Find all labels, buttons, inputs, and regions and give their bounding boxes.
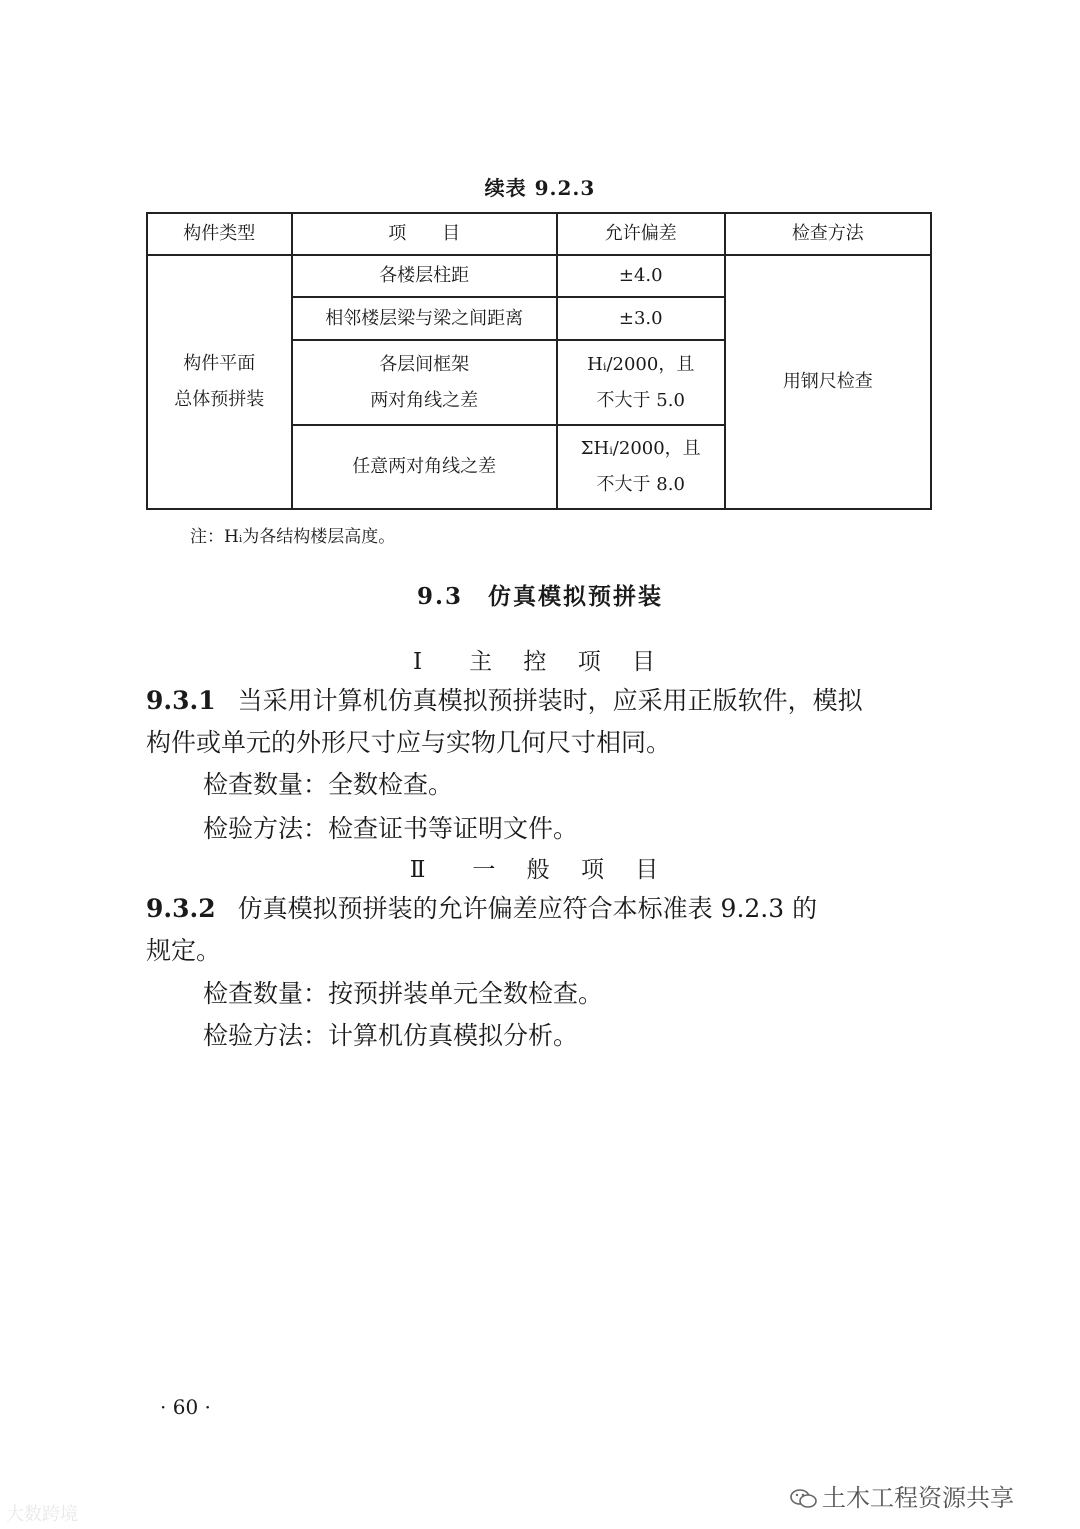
tolerance-cell: ±4.0 — [557, 255, 725, 297]
tolerance-cell — [557, 340, 725, 425]
table-row — [147, 255, 931, 297]
inspection-method: 检验方法：检查证书等证明文件。 — [203, 814, 579, 843]
tolerance-cell: ±3.0 — [557, 297, 725, 340]
method-cell: 用钢尺检查 — [725, 255, 931, 509]
inspection-quantity: 检查数量：全数检查。 — [203, 770, 454, 799]
clause-text: 规定。 — [146, 936, 222, 965]
clause-number: 9.3.2 — [146, 894, 216, 923]
item-line: 两对角线之差 — [370, 389, 479, 411]
clause-text: 构件或单元的外形尺寸应与实物几何尺寸相同。 — [146, 728, 672, 757]
item-cell: 各楼层柱距 — [292, 255, 557, 297]
clause-9-3-2 — [146, 888, 936, 972]
item-cell: 任意两对角线之差 — [292, 425, 557, 509]
clause-text: 仿真模拟预拼装的允许偏差应符合本标准表 9.2.3 的 — [237, 894, 818, 923]
component-type-line: 构件平面 — [183, 353, 256, 374]
page-number: · 60 · — [160, 1395, 211, 1419]
header-item: 项 目 — [292, 213, 557, 255]
item-cell — [292, 340, 557, 425]
clause-text: 当采用计算机仿真模拟预拼装时，应采用正版软件，模拟 — [237, 686, 863, 715]
component-type-line: 总体预拼装 — [174, 389, 265, 410]
header-component-type: 构件类型 — [147, 213, 292, 255]
header-method: 检查方法 — [725, 213, 931, 255]
subheading-general: Ⅱ 一 般 项 目 — [409, 857, 671, 883]
subheading-main-control: Ⅰ 主 控 项 目 — [412, 649, 668, 675]
inspection-quantity: 检查数量：按预拼装单元全数检查。 — [203, 979, 604, 1008]
tolerance-table — [146, 212, 932, 510]
tolerance-line: 不大于 8.0 — [596, 474, 685, 495]
wechat-icon — [790, 1488, 818, 1510]
section-title: 9.3 仿真模拟预拼装 — [416, 583, 663, 610]
tolerance-line: ΣHᵢ/2000，且 — [580, 438, 701, 459]
tolerance-line: Hᵢ/2000，且 — [587, 353, 695, 375]
watermark-right — [790, 1478, 1014, 1513]
item-line: 各层间框架 — [379, 353, 470, 375]
inspection-method: 检验方法：计算机仿真模拟分析。 — [203, 1021, 579, 1050]
clause-9-3-1 — [146, 680, 936, 764]
table-title: 续表 9.2.3 — [484, 176, 596, 200]
clause-number: 9.3.1 — [146, 686, 216, 715]
component-type-cell — [147, 255, 292, 509]
watermark-left: 大数跨境 — [6, 1504, 78, 1525]
header-tolerance: 允许偏差 — [557, 213, 725, 255]
tolerance-line: 不大于 5.0 — [596, 389, 685, 411]
tolerance-cell — [557, 425, 725, 509]
table-note: 注：Hᵢ为各结构楼层高度。 — [190, 527, 396, 547]
table-header-row — [147, 213, 931, 255]
watermark-text: 土木工程资源共享 — [822, 1484, 1014, 1512]
item-cell: 相邻楼层梁与梁之间距离 — [292, 297, 557, 340]
